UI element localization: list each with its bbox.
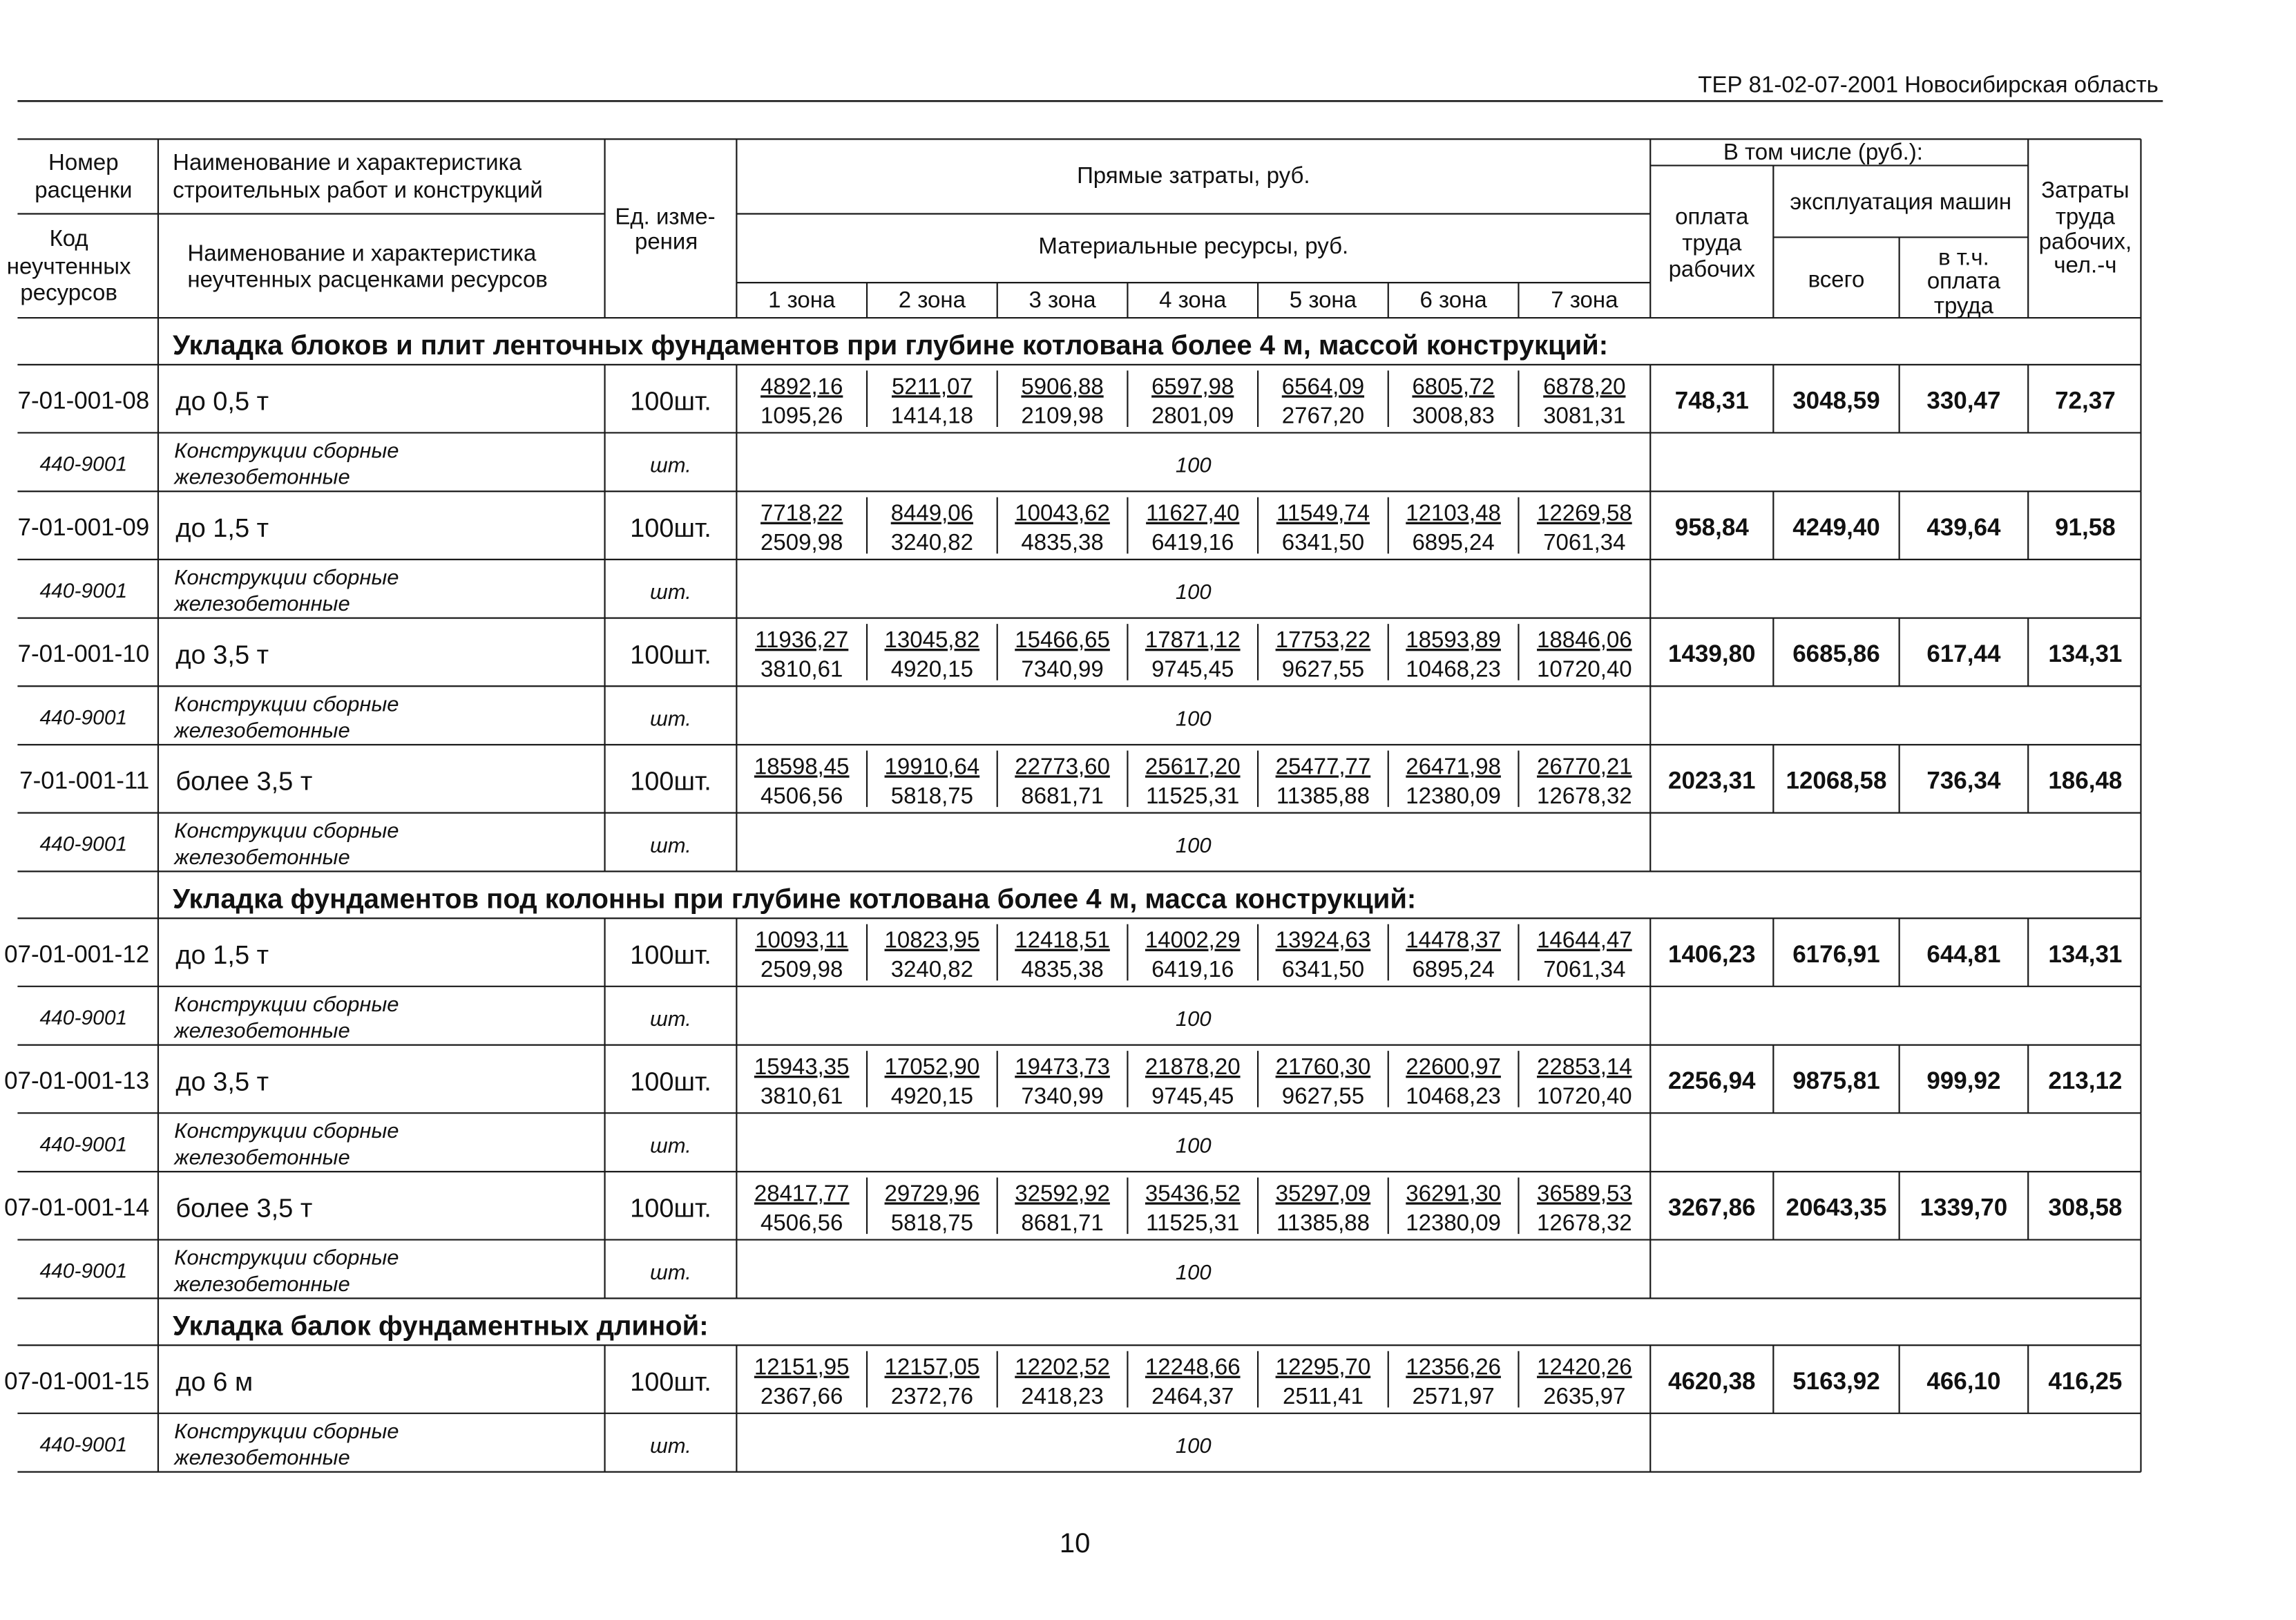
direct-cost-value: 14644,47 <box>1537 926 1632 953</box>
wage-value: 3267,86 <box>1668 1194 1756 1221</box>
rate-code: 7-01-001-09 <box>17 513 150 541</box>
work-name: до 0,5 т <box>175 387 269 417</box>
material-cost-value: 7340,99 <box>1021 656 1104 682</box>
resource-code: 440-9001 <box>39 452 128 476</box>
wage-value: 1406,23 <box>1668 940 1756 968</box>
col-header-zone: 5 зона <box>1289 287 1357 313</box>
direct-cost-value: 11627,40 <box>1146 499 1240 526</box>
material-cost-value: 1414,18 <box>890 402 974 428</box>
direct-cost-value: 10823,95 <box>884 926 980 953</box>
labor-value: 72,37 <box>2055 387 2116 414</box>
material-cost-value: 2801,09 <box>1151 402 1234 428</box>
rate-code: 07-01-001-14 <box>4 1194 150 1221</box>
direct-cost-value: 19910,64 <box>884 753 980 779</box>
resource-name: железобетонные <box>174 464 350 489</box>
col-header-direct-costs: Прямые затраты, руб. <box>1077 162 1310 188</box>
direct-cost-value: 12295,70 <box>1275 1353 1371 1380</box>
work-name: более 3,5 т <box>175 767 313 797</box>
material-cost-value: 2511,41 <box>1282 1383 1364 1409</box>
material-cost-value: 6419,16 <box>1151 529 1234 555</box>
material-cost-value: 2509,98 <box>760 529 843 555</box>
material-cost-value: 11385,88 <box>1276 782 1370 808</box>
resource-code: 440-9001 <box>39 832 128 856</box>
direct-cost-value: 11549,74 <box>1276 499 1370 526</box>
direct-cost-value: 17052,90 <box>884 1054 980 1080</box>
material-cost-value: 2372,76 <box>890 1383 974 1409</box>
direct-cost-value: 15466,65 <box>1015 627 1110 653</box>
material-cost-value: 9627,55 <box>1281 656 1365 682</box>
material-cost-value: 3810,61 <box>760 656 843 682</box>
resource-unit: шт. <box>650 1133 691 1158</box>
direct-cost-value: 26471,98 <box>1406 753 1501 779</box>
col-header-machines: эксплуатация машин <box>1790 189 2012 215</box>
resource-unit: шт. <box>650 1259 691 1284</box>
resource-unit: шт. <box>650 452 691 477</box>
col-header-material: Материальные ресурсы, руб. <box>1038 232 1349 258</box>
col-header-rescode: неучтенных <box>6 253 131 279</box>
direct-cost-value: 26770,21 <box>1537 753 1632 779</box>
direct-cost-value: 25617,20 <box>1145 753 1241 779</box>
page-number: 10 <box>1059 1528 1091 1559</box>
col-header-machines-total: всего <box>1808 266 1865 292</box>
unit-value: 100шт. <box>630 513 711 543</box>
direct-cost-value: 12157,05 <box>884 1353 980 1380</box>
material-cost-value: 9745,45 <box>1151 1083 1234 1109</box>
machines-wage-value: 439,64 <box>1926 513 2001 541</box>
resource-name: Конструкции сборные <box>174 564 399 589</box>
material-cost-value: 8681,71 <box>1021 782 1104 808</box>
direct-cost-value: 15943,35 <box>754 1054 850 1080</box>
direct-cost-value: 12248,66 <box>1145 1353 1241 1380</box>
work-name: до 3,5 т <box>175 1067 269 1097</box>
material-cost-value: 6341,50 <box>1281 956 1365 982</box>
col-header-code: Номер <box>48 149 119 175</box>
page-header-title: ТЕР 81-02-07-2001 Новосибирская область <box>1698 71 2159 97</box>
machines-total-value: 6176,91 <box>1792 940 1880 968</box>
resource-quantity: 100 <box>1175 1259 1212 1284</box>
resource-code: 440-9001 <box>39 1133 128 1156</box>
col-header-zone: 3 зона <box>1029 287 1096 313</box>
resource-name: железобетонные <box>174 844 350 869</box>
material-cost-value: 11385,88 <box>1276 1209 1370 1235</box>
direct-cost-value: 17753,22 <box>1275 627 1371 653</box>
direct-cost-value: 18593,89 <box>1406 627 1501 653</box>
section-title-2: Укладка фундаментов под колонны при глубине котлована более 4 м, масса конструкций: <box>173 884 1417 915</box>
material-cost-value: 10468,23 <box>1406 1083 1501 1109</box>
col-header-labor: труда <box>2055 203 2115 229</box>
resource-name: железобетонные <box>174 718 350 743</box>
direct-cost-value: 14478,37 <box>1406 926 1501 953</box>
material-cost-value: 1095,26 <box>760 402 843 428</box>
col-header-code: расценки <box>35 177 133 203</box>
direct-cost-value: 5906,88 <box>1021 373 1104 399</box>
unit-value: 100шт. <box>630 387 711 417</box>
direct-cost-value: 12202,52 <box>1015 1353 1110 1380</box>
material-cost-value: 9627,55 <box>1281 1083 1365 1109</box>
direct-cost-value: 13045,82 <box>884 627 980 653</box>
direct-cost-value: 6564,09 <box>1281 373 1365 399</box>
material-cost-value: 6895,24 <box>1412 956 1495 982</box>
col-header-wage: рабочих <box>1668 256 1755 282</box>
col-header-labor: рабочих, <box>2038 228 2132 254</box>
material-cost-value: 2367,66 <box>760 1383 843 1409</box>
col-header-rescode: ресурсов <box>20 279 117 305</box>
resource-unit: шт. <box>650 1433 691 1458</box>
material-cost-value: 3240,82 <box>890 956 974 982</box>
direct-cost-value: 28417,77 <box>754 1180 850 1206</box>
material-cost-value: 12678,32 <box>1537 1209 1632 1235</box>
direct-cost-value: 21878,20 <box>1145 1054 1241 1080</box>
unit-value: 100шт. <box>630 1067 711 1097</box>
resource-name: Конструкции сборные <box>174 991 399 1016</box>
col-header-wage: оплата <box>1675 203 1749 229</box>
material-cost-value: 6895,24 <box>1412 529 1495 555</box>
rate-code: 7-01-001-11 <box>19 767 150 794</box>
col-header-unit: рения <box>634 228 698 254</box>
material-cost-value: 8681,71 <box>1021 1209 1104 1235</box>
direct-cost-value: 10043,62 <box>1015 499 1110 526</box>
material-cost-value: 5818,75 <box>890 782 974 808</box>
direct-cost-value: 29729,96 <box>884 1180 980 1206</box>
machines-total-value: 5163,92 <box>1792 1367 1880 1395</box>
direct-cost-value: 10093,11 <box>755 926 849 953</box>
material-cost-value: 6341,50 <box>1281 529 1365 555</box>
rate-code: 07-01-001-15 <box>4 1367 150 1395</box>
work-name: до 1,5 т <box>175 513 269 543</box>
section-title-1: Укладка блоков и плит ленточных фундаментов при глубине котлована более 4 м, массой конструкций: <box>173 330 1609 361</box>
work-name: более 3,5 т <box>175 1194 313 1223</box>
direct-cost-value: 17871,12 <box>1145 627 1241 653</box>
labor-value: 416,25 <box>2048 1367 2123 1395</box>
direct-cost-value: 18598,45 <box>754 753 850 779</box>
col-header-labor: чел.-ч <box>2054 251 2117 278</box>
labor-value: 213,12 <box>2048 1067 2123 1095</box>
table-content <box>4 72 2159 1559</box>
labor-value: 91,58 <box>2055 513 2116 541</box>
resource-name: Конструкции сборные <box>174 1418 399 1443</box>
direct-cost-value: 21760,30 <box>1275 1054 1371 1080</box>
col-header-machines-wage: в т.ч. <box>1938 244 1989 270</box>
direct-cost-value: 12356,26 <box>1406 1353 1501 1380</box>
rate-code: 07-01-001-13 <box>4 1067 150 1095</box>
material-cost-value: 7340,99 <box>1021 1083 1104 1109</box>
direct-cost-value: 22853,14 <box>1537 1054 1632 1080</box>
machines-wage-value: 736,34 <box>1926 767 2001 794</box>
wage-value: 1439,80 <box>1668 640 1756 668</box>
material-cost-value: 4920,15 <box>890 1083 974 1109</box>
machines-total-value: 9875,81 <box>1792 1067 1880 1095</box>
machines-total-value: 4249,40 <box>1792 513 1880 541</box>
direct-cost-value: 12151,95 <box>754 1353 850 1380</box>
machines-wage-value: 617,44 <box>1926 640 2001 668</box>
material-cost-value: 2635,97 <box>1543 1383 1626 1409</box>
col-header-zone: 4 зона <box>1159 287 1227 313</box>
col-header-machines-wage: труда <box>1933 292 1993 318</box>
machines-total-value: 6685,86 <box>1792 640 1880 668</box>
work-name: до 1,5 т <box>175 940 269 970</box>
material-cost-value: 2509,98 <box>760 956 843 982</box>
direct-cost-value: 22600,97 <box>1406 1054 1501 1080</box>
direct-cost-value: 7718,22 <box>760 499 843 526</box>
rate-code: 07-01-001-12 <box>4 940 150 968</box>
material-cost-value: 10468,23 <box>1406 656 1501 682</box>
resource-quantity: 100 <box>1175 1433 1212 1458</box>
labor-value: 134,31 <box>2048 940 2123 968</box>
col-header-unit: Ед. изме- <box>615 203 716 229</box>
resource-quantity: 100 <box>1175 1007 1212 1031</box>
material-cost-value: 2464,37 <box>1151 1383 1234 1409</box>
material-cost-value: 3240,82 <box>890 529 974 555</box>
resource-name: железобетонные <box>174 1445 350 1469</box>
col-header-wage: труда <box>1682 229 1742 256</box>
col-header-name: строительных работ и конструкций <box>173 177 543 203</box>
resource-name: железобетонные <box>174 1271 350 1296</box>
resource-quantity: 100 <box>1175 706 1212 731</box>
machines-wage-value: 1339,70 <box>1920 1194 2008 1221</box>
wage-value: 748,31 <box>1674 387 1749 414</box>
material-cost-value: 2418,23 <box>1021 1383 1104 1409</box>
material-cost-value: 11525,31 <box>1146 1209 1240 1235</box>
direct-cost-value: 36291,30 <box>1406 1180 1501 1206</box>
material-cost-value: 4506,56 <box>760 1209 843 1235</box>
machines-total-value: 20643,35 <box>1786 1194 1887 1221</box>
resource-code: 440-9001 <box>39 1259 128 1283</box>
direct-cost-value: 12418,51 <box>1015 926 1110 953</box>
direct-cost-value: 35297,09 <box>1275 1180 1371 1206</box>
col-header-zone: 2 зона <box>898 287 966 313</box>
labor-value: 308,58 <box>2048 1194 2123 1221</box>
resource-name: Конструкции сборные <box>174 692 399 716</box>
direct-cost-value: 12269,58 <box>1537 499 1632 526</box>
direct-cost-value: 18846,06 <box>1537 627 1632 653</box>
material-cost-value: 12678,32 <box>1537 782 1632 808</box>
col-header-machines-wage: оплата <box>1926 267 2001 294</box>
resource-code: 440-9001 <box>39 579 128 602</box>
resource-unit: шт. <box>650 580 691 604</box>
resource-quantity: 100 <box>1175 580 1212 604</box>
resource-code: 440-9001 <box>39 1006 128 1029</box>
material-cost-value: 12380,09 <box>1406 1209 1501 1235</box>
material-cost-value: 7061,34 <box>1543 529 1626 555</box>
wage-value: 4620,38 <box>1668 1367 1756 1395</box>
resource-code: 440-9001 <box>39 1433 128 1456</box>
unit-value: 100шт. <box>630 767 711 797</box>
direct-cost-value: 11936,27 <box>755 627 849 653</box>
material-cost-value: 3081,31 <box>1543 402 1626 428</box>
wage-value: 2256,94 <box>1668 1067 1756 1095</box>
material-cost-value: 6419,16 <box>1151 956 1234 982</box>
direct-cost-value: 6878,20 <box>1543 373 1626 399</box>
material-cost-value: 3810,61 <box>760 1083 843 1109</box>
col-header-zone: 6 зона <box>1419 287 1487 313</box>
unit-value: 100шт. <box>630 1194 711 1223</box>
direct-cost-value: 12420,26 <box>1537 1353 1632 1380</box>
resource-name: железобетонные <box>174 591 350 616</box>
section-title-3: Укладка балок фундаментных длиной: <box>173 1311 709 1342</box>
direct-cost-value: 4892,16 <box>760 373 843 399</box>
unit-value: 100шт. <box>630 1367 711 1397</box>
resource-name: железобетонные <box>174 1018 350 1043</box>
direct-cost-value: 8449,06 <box>890 499 974 526</box>
labor-value: 134,31 <box>2048 640 2123 668</box>
col-header-resname: неучтенных расценками ресурсов <box>187 266 548 292</box>
labor-value: 186,48 <box>2048 767 2123 794</box>
material-cost-value: 10720,40 <box>1537 656 1632 682</box>
resource-name: железобетонные <box>174 1145 350 1170</box>
direct-cost-value: 22773,60 <box>1015 753 1110 779</box>
direct-cost-value: 13924,63 <box>1275 926 1371 953</box>
direct-cost-value: 12103,48 <box>1406 499 1501 526</box>
machines-total-value: 12068,58 <box>1786 767 1887 794</box>
resource-unit: шт. <box>650 1007 691 1031</box>
resource-name: Конструкции сборные <box>174 1245 399 1270</box>
material-cost-value: 3008,83 <box>1412 402 1495 428</box>
direct-cost-value: 36589,53 <box>1537 1180 1632 1206</box>
work-name: до 3,5 т <box>175 640 269 670</box>
material-cost-value: 2571,97 <box>1412 1383 1495 1409</box>
resource-name: Конструкции сборные <box>174 438 399 463</box>
direct-cost-value: 19473,73 <box>1015 1054 1110 1080</box>
material-cost-value: 4835,38 <box>1021 956 1104 982</box>
wage-value: 2023,31 <box>1668 767 1756 794</box>
rate-code: 7-01-001-08 <box>17 387 150 414</box>
machines-wage-value: 999,92 <box>1926 1067 2001 1095</box>
material-cost-value: 7061,34 <box>1543 956 1626 982</box>
direct-cost-value: 35436,52 <box>1145 1180 1241 1206</box>
material-cost-value: 9745,45 <box>1151 656 1234 682</box>
resource-quantity: 100 <box>1175 832 1212 857</box>
col-header-name: Наименование и характеристика <box>173 149 522 175</box>
material-cost-value: 2109,98 <box>1021 402 1104 428</box>
material-cost-value: 11525,31 <box>1146 782 1240 808</box>
col-header-resname: Наименование и характеристика <box>187 240 537 266</box>
direct-cost-value: 6805,72 <box>1412 373 1495 399</box>
direct-cost-value: 6597,98 <box>1151 373 1234 399</box>
material-cost-value: 5818,75 <box>890 1209 974 1235</box>
machines-wage-value: 466,10 <box>1926 1367 2001 1395</box>
resource-name: Конструкции сборные <box>174 818 399 843</box>
resource-quantity: 100 <box>1175 452 1212 477</box>
direct-cost-value: 32592,92 <box>1015 1180 1110 1206</box>
wage-value: 958,84 <box>1674 513 1749 541</box>
material-cost-value: 12380,09 <box>1406 782 1501 808</box>
machines-wage-value: 330,47 <box>1926 387 2001 414</box>
direct-cost-value: 25477,77 <box>1275 753 1371 779</box>
machines-total-value: 3048,59 <box>1792 387 1880 414</box>
rate-code: 7-01-001-10 <box>17 640 150 668</box>
resource-unit: шт. <box>650 706 691 731</box>
resource-code: 440-9001 <box>39 706 128 730</box>
unit-value: 100шт. <box>630 940 711 970</box>
resource-name: Конструкции сборные <box>174 1118 399 1143</box>
material-cost-value: 4506,56 <box>760 782 843 808</box>
material-cost-value: 10720,40 <box>1537 1083 1632 1109</box>
material-cost-value: 2767,20 <box>1281 402 1365 428</box>
resource-unit: шт. <box>650 832 691 857</box>
col-header-rescode: Код <box>49 225 88 251</box>
work-name: до 6 м <box>175 1367 253 1397</box>
col-header-including: В том числе (руб.): <box>1723 139 1923 165</box>
col-header-zone: 7 зона <box>1551 287 1618 313</box>
col-header-zone: 1 зона <box>768 287 836 313</box>
direct-cost-value: 5211,07 <box>891 373 973 399</box>
material-cost-value: 4920,15 <box>890 656 974 682</box>
col-header-labor: Затраты <box>2041 177 2130 203</box>
machines-wage-value: 644,81 <box>1926 940 2001 968</box>
resource-quantity: 100 <box>1175 1133 1212 1158</box>
unit-value: 100шт. <box>630 640 711 670</box>
direct-cost-value: 14002,29 <box>1145 926 1241 953</box>
material-cost-value: 4835,38 <box>1021 529 1104 555</box>
